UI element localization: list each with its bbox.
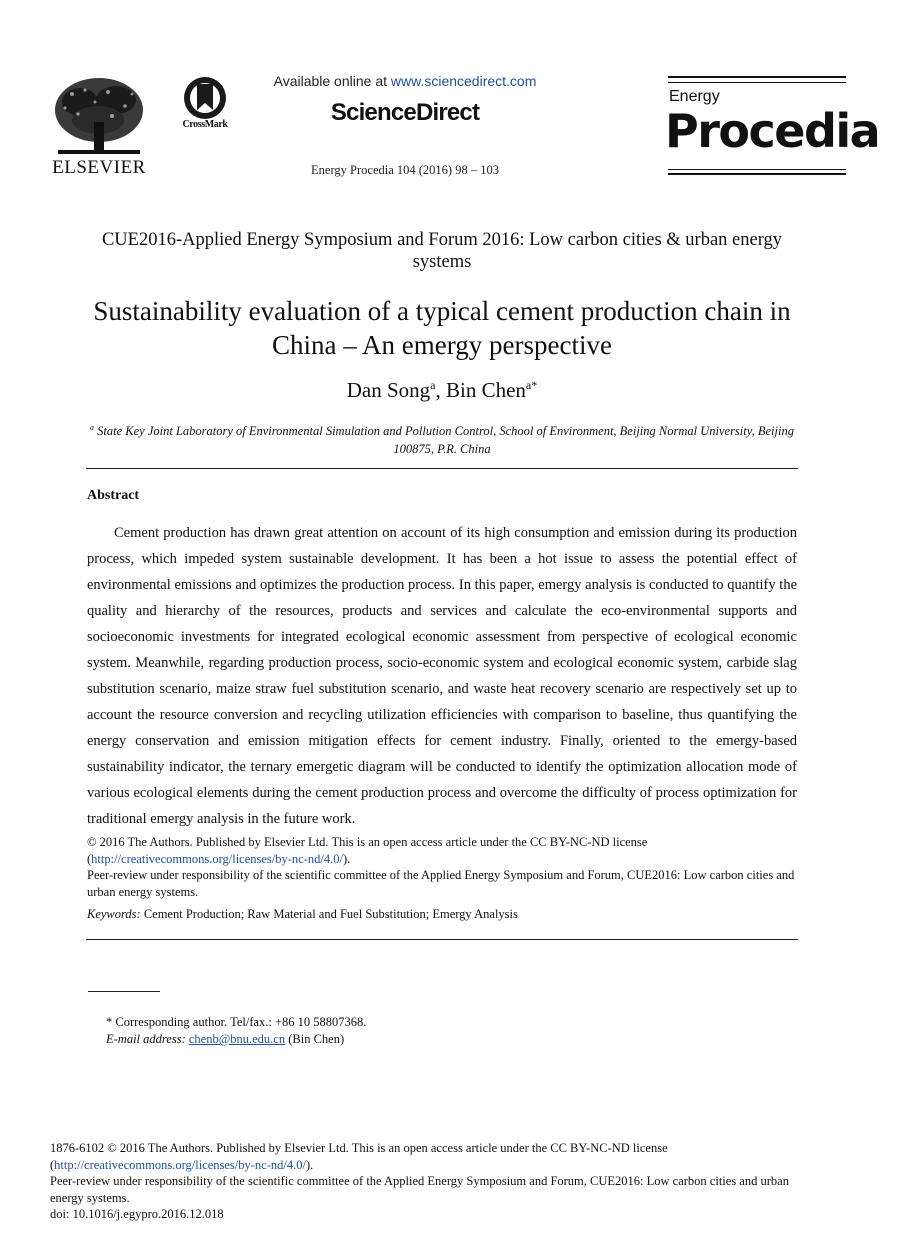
page-footer <box>50 1140 810 1223</box>
journal-logo-rule <box>668 169 846 170</box>
keywords <box>87 907 797 922</box>
availability-prefix: Available online at <box>273 73 391 89</box>
email-line <box>106 1032 344 1047</box>
peer-review-line: Peer-review under responsibility of the scientific committee of the Applied Energy Symposium and Forum, CUE2016: Low carbon cities and urban energy systems. <box>87 868 795 899</box>
affiliation <box>86 419 798 458</box>
license-link-line <box>87 851 797 868</box>
paren: ). <box>342 851 351 866</box>
availability-line <box>200 73 610 89</box>
divider <box>86 939 798 940</box>
journal-citation: Energy Procedia 104 (2016) 98 – 103 <box>311 163 499 177</box>
divider <box>86 468 798 469</box>
journal-logo-rule <box>668 76 846 78</box>
keywords-label: Keywords: <box>87 907 141 921</box>
email-link[interactable]: chenb@bnu.edu.cn <box>188 1032 286 1046</box>
affiliation-text: State Key Joint Laboratory of Environmental Simulation and Pollution Control, School of Environment, Beijing Normal University, Beijing 100875, P.R. China <box>94 424 794 457</box>
license-notice <box>87 834 797 900</box>
journal-logo-rule <box>668 82 846 83</box>
corresponding-author: * Corresponding author. Tel/fax.: +86 10 58807368. <box>106 1015 367 1029</box>
conference-name: CUE2016-Applied Energy Symposium and Forum 2016: Low carbon cities & urban energy systems <box>101 230 783 272</box>
abstract-heading: Abstract <box>87 488 140 503</box>
paren: ). <box>305 1157 314 1172</box>
paren: ( <box>87 851 92 866</box>
footer-license-link[interactable]: http://creativecommons.org/licenses/by-nc-nd/4.0/ <box>54 1157 306 1172</box>
publisher-wordmark: ELSEVIER <box>52 157 146 178</box>
author-affil-mark: a* <box>525 378 538 392</box>
footer-license-line: 1876-6102 © 2016 The Authors. Published by Elsevier Ltd. This is an open access article under the CC BY-NC-ND license <box>50 1141 668 1155</box>
license-link[interactable]: http://creativecommons.org/licenses/by-nc-nd/4.0/ <box>91 851 343 866</box>
author-list <box>86 378 798 403</box>
paper-title: Sustainability evaluation of a typical cement production chain in China – An emergy perspective <box>93 296 791 360</box>
journal-logo-big: Procedia <box>665 104 880 158</box>
author-name: Bin Chen <box>446 378 526 402</box>
journal-logo-small: Energy <box>669 88 720 105</box>
abstract-body: Cement production has drawn great attention on account of its high consumption and emission during its production process, which impeded system sustainable development. It has been a hot issue to assess the potential effect of environmental emissions and optimizes the production process. In this paper, emergy analysis is conducted to quantify the quality and hierarchy of the resources, products and services and calculate the eco-environmental supports and socioeconomic investments for integrated ecological economic assessment from perspective of ecological economic system. Meanwhile, regarding production process, socio-economic system and ecological economic system, carbide slag substitution scenario, maize straw fuel substitution scenario, and waste heat recovery scenario are respectively set up to account the resource conversion and recycling utilization efficiencies with comparison to baseline, thus quantifying the energy conservation and emission mitigation effects for cement industry. Finally, oriented to the emergy-based sustainability indicator, the ternary emergetic diagram will be conducted to identify the optimization allocation mode of various ecological elements during the cement production process and overcome the difficulty of process optimization for traditional emergy analysis in the future work. <box>87 525 797 827</box>
footer-doi: doi: 10.1016/j.egypro.2016.12.018 <box>50 1207 224 1221</box>
license-line: © 2016 The Authors. Published by Elsevier Ltd. This is an open access article under the CC BY-NC-ND license <box>87 835 648 849</box>
author-name: Dan Song <box>346 378 431 402</box>
email-suffix: (Bin Chen) <box>285 1032 345 1046</box>
footer-link-line <box>50 1157 810 1174</box>
affiliation-mark: a <box>90 423 95 432</box>
sciencedirect-link[interactable]: www.sciencedirect.com <box>390 73 537 89</box>
footnote-rule <box>88 991 160 992</box>
sciencedirect-wordmark: ScienceDirect <box>330 99 480 126</box>
keywords-text: Cement Production; Raw Material and Fuel Substitution; Emergy Analysis <box>140 907 518 921</box>
paren: ( <box>50 1157 55 1172</box>
journal-logo-rule <box>668 173 846 175</box>
crossmark-label: CrossMark <box>182 119 228 130</box>
author-affil-mark: a <box>430 378 436 392</box>
footer-peer-review: Peer-review under responsibility of the scientific committee of the Applied Energy Symposium and Forum, CUE2016: Low carbon cities and urban energy systems. <box>50 1174 789 1205</box>
author-separator: , <box>435 378 446 402</box>
email-label: E-mail address: <box>106 1032 186 1046</box>
